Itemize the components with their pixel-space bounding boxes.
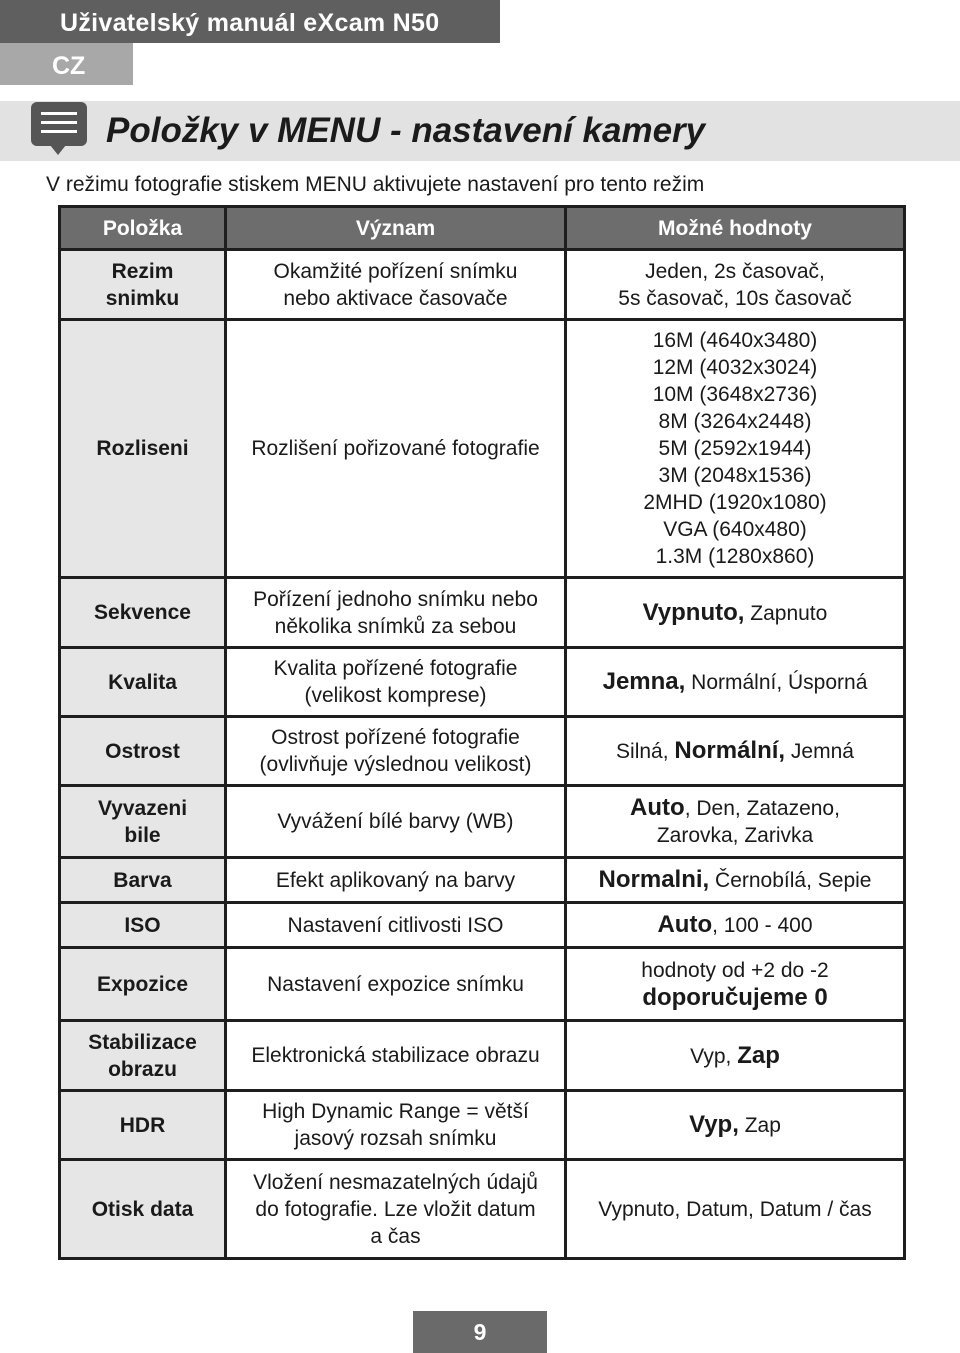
default-value: doporučujeme 0 (642, 983, 828, 1011)
value-line (573, 911, 897, 939)
value-line (573, 381, 897, 408)
meaning-line: Efekt aplikovaný na barvy (275, 868, 516, 892)
item-line: ISO (124, 913, 161, 937)
value-line (573, 489, 897, 516)
meaning-line: Elektronická stabilizace obrazu (251, 1044, 540, 1067)
value-line (573, 822, 897, 849)
values-cell (566, 858, 905, 903)
value-text: , Den, Zatazeno, (684, 797, 840, 820)
item-cell (60, 786, 226, 858)
item-line: Rezim (111, 259, 174, 283)
value-text: Zapnuto (744, 601, 828, 625)
meaning-cell (226, 948, 566, 1021)
language-tab (0, 43, 133, 85)
value-line (573, 737, 897, 765)
intro-text: V režimu fotografie stiskem MENU aktivujete nastavení pro tento režim (46, 173, 705, 196)
value-line (573, 866, 897, 894)
meaning-cell (226, 903, 566, 948)
value-line (573, 354, 897, 381)
meaning-cell (226, 717, 566, 786)
values-cell (566, 648, 905, 717)
value-text: 16M (4640x3480) (652, 329, 818, 352)
values-cell (566, 717, 905, 786)
item-cell (60, 858, 226, 903)
meaning-line: Pořízení jednoho snímku nebo (253, 587, 538, 611)
table-row (60, 948, 905, 1021)
value-text: , 100 - 400 (712, 914, 813, 937)
item-cell (60, 1021, 226, 1091)
value-line (573, 794, 897, 822)
item-cell (60, 578, 226, 648)
values-cell (566, 320, 905, 578)
item-cell (60, 1160, 226, 1259)
meaning-cell (226, 320, 566, 578)
default-value: Jemna, (602, 668, 686, 695)
value-text: 10M (3648x2736) (652, 383, 818, 406)
header-values: Možné hodnoty (566, 207, 905, 250)
item-cell (60, 1091, 226, 1160)
table-row (60, 903, 905, 948)
values-cell (566, 903, 905, 948)
table-row (60, 578, 905, 648)
page-title: Položky v MENU - nastavení kamery (106, 111, 706, 150)
item-line: Ostrost (105, 739, 180, 763)
table-row (60, 320, 905, 578)
item-cell (60, 320, 226, 578)
meaning-line: a čas (370, 1224, 421, 1248)
value-line (573, 1111, 897, 1139)
meaning-cell (226, 786, 566, 858)
value-text: Normální, Úsporná (685, 671, 868, 694)
meaning-line: několika snímků za sebou (274, 614, 517, 638)
value-text: Zap (738, 1114, 781, 1137)
value-text: 1.3M (1280x860) (655, 545, 815, 568)
default-value: Normální, (674, 737, 786, 764)
meaning-line: (ovlivňuje výslednou velikost) (259, 753, 532, 776)
value-line (573, 984, 897, 1012)
value-line (573, 1196, 897, 1223)
values-cell (566, 786, 905, 858)
meaning-line: Rozlišení pořizované fotografie (251, 437, 540, 460)
item-line: Otisk data (91, 1197, 194, 1221)
meaning-cell (226, 1160, 566, 1259)
default-value: Vypnuto, (642, 598, 745, 626)
table-row (60, 1021, 905, 1091)
meaning-line: jasový rozsah snímku (294, 1127, 497, 1150)
table-row (60, 648, 905, 717)
values-cell (566, 1091, 905, 1160)
value-line (573, 668, 897, 696)
table-row (60, 858, 905, 903)
values-cell (566, 578, 905, 648)
value-text: 3M (2048x1536) (658, 464, 812, 487)
menu-list-icon (30, 101, 88, 157)
meaning-line: nebo aktivace časovače (283, 286, 508, 310)
item-cell (60, 948, 226, 1021)
item-cell (60, 250, 226, 320)
item-line: bile (124, 823, 161, 847)
item-cell (60, 648, 226, 717)
header-meaning: Význam (226, 207, 566, 250)
language-code: CZ (52, 52, 86, 80)
meaning-cell (226, 1091, 566, 1160)
meaning-cell (226, 578, 566, 648)
item-line: Vyvazeni (97, 796, 188, 820)
value-text: 5M (2592x1944) (658, 437, 812, 460)
meaning-line: do fotografie. Lze vložit datum (255, 1197, 536, 1221)
item-line: Sekvence (94, 601, 191, 624)
values-cell (566, 1160, 905, 1259)
item-line: Expozice (96, 972, 189, 996)
meaning-cell (226, 648, 566, 717)
value-text: 12M (4032x3024) (652, 356, 818, 379)
value-text: Vypnuto, Datum, Datum / čas (598, 1197, 872, 1221)
value-text: 5s časovač, 10s časovač (618, 286, 852, 310)
value-text: Jemná (785, 740, 854, 763)
value-text: 2MHD (1920x1080) (643, 491, 827, 514)
values-cell (566, 250, 905, 320)
value-line (573, 462, 897, 489)
value-text: hodnoty od +2 do -2 (641, 958, 829, 982)
value-line (573, 408, 897, 435)
value-line (573, 435, 897, 462)
meaning-cell (226, 250, 566, 320)
default-value: Vyp, (689, 1111, 739, 1138)
item-line: HDR (119, 1113, 166, 1137)
default-value: Zap (737, 1041, 780, 1069)
item-line: Kvalita (108, 670, 177, 694)
settings-table (58, 205, 906, 1260)
value-text: VGA (640x480) (663, 518, 807, 541)
values-cell (566, 1021, 905, 1091)
value-line (573, 516, 897, 543)
page-number: 9 (413, 1311, 547, 1353)
value-text: Černobílá, Sepie (709, 869, 872, 892)
value-line (573, 599, 897, 627)
item-line: Barva (113, 868, 172, 892)
table-row (60, 1091, 905, 1160)
value-text: Zarovka, Zarivka (656, 824, 814, 847)
item-cell (60, 717, 226, 786)
item-line: snimku (105, 286, 180, 310)
meaning-line: Vyvážení bílé barvy (WB) (277, 810, 514, 833)
meaning-line: (velikost komprese) (304, 684, 487, 707)
meaning-line: High Dynamic Range = větší (262, 1100, 529, 1123)
value-line (573, 1042, 897, 1070)
default-value: Auto (657, 911, 713, 938)
table-row (60, 250, 905, 320)
value-line (573, 258, 897, 285)
manual-title-bar (0, 0, 500, 43)
header-item: Položka (60, 207, 226, 250)
meaning-cell (226, 858, 566, 903)
value-line (573, 285, 897, 312)
values-cell (566, 948, 905, 1021)
manual-title: Uživatelský manuál eXcam N50 (60, 9, 440, 37)
value-text: Silná, (616, 740, 675, 763)
table-row (60, 1160, 905, 1259)
item-cell (60, 903, 226, 948)
item-line: obrazu (108, 1057, 177, 1081)
value-text: 8M (3264x2448) (658, 410, 812, 433)
value-text: Vyp, (690, 1044, 738, 1068)
value-text: Jeden, 2s časovač, (645, 259, 825, 283)
table-row (60, 786, 905, 858)
meaning-line: Ostrost pořízené fotografie (271, 726, 520, 749)
value-line (573, 957, 897, 984)
meaning-line: Okamžité pořízení snímku (273, 259, 518, 283)
meaning-line: Vložení nesmazatelných údajů (253, 1170, 538, 1194)
table-header-row (60, 207, 905, 250)
item-line: Stabilizace (88, 1030, 197, 1054)
table-row (60, 717, 905, 786)
value-line (573, 543, 897, 570)
default-value: Auto (630, 794, 685, 821)
meaning-line: Nastavení citlivosti ISO (287, 913, 504, 937)
item-line: Rozliseni (96, 437, 189, 460)
value-line (573, 327, 897, 354)
meaning-cell (226, 1021, 566, 1091)
meaning-line: Nastavení expozice snímku (267, 972, 524, 996)
table-body (60, 250, 905, 1259)
meaning-line: Kvalita pořízené fotografie (273, 657, 518, 680)
default-value: Normalni, (598, 866, 710, 893)
